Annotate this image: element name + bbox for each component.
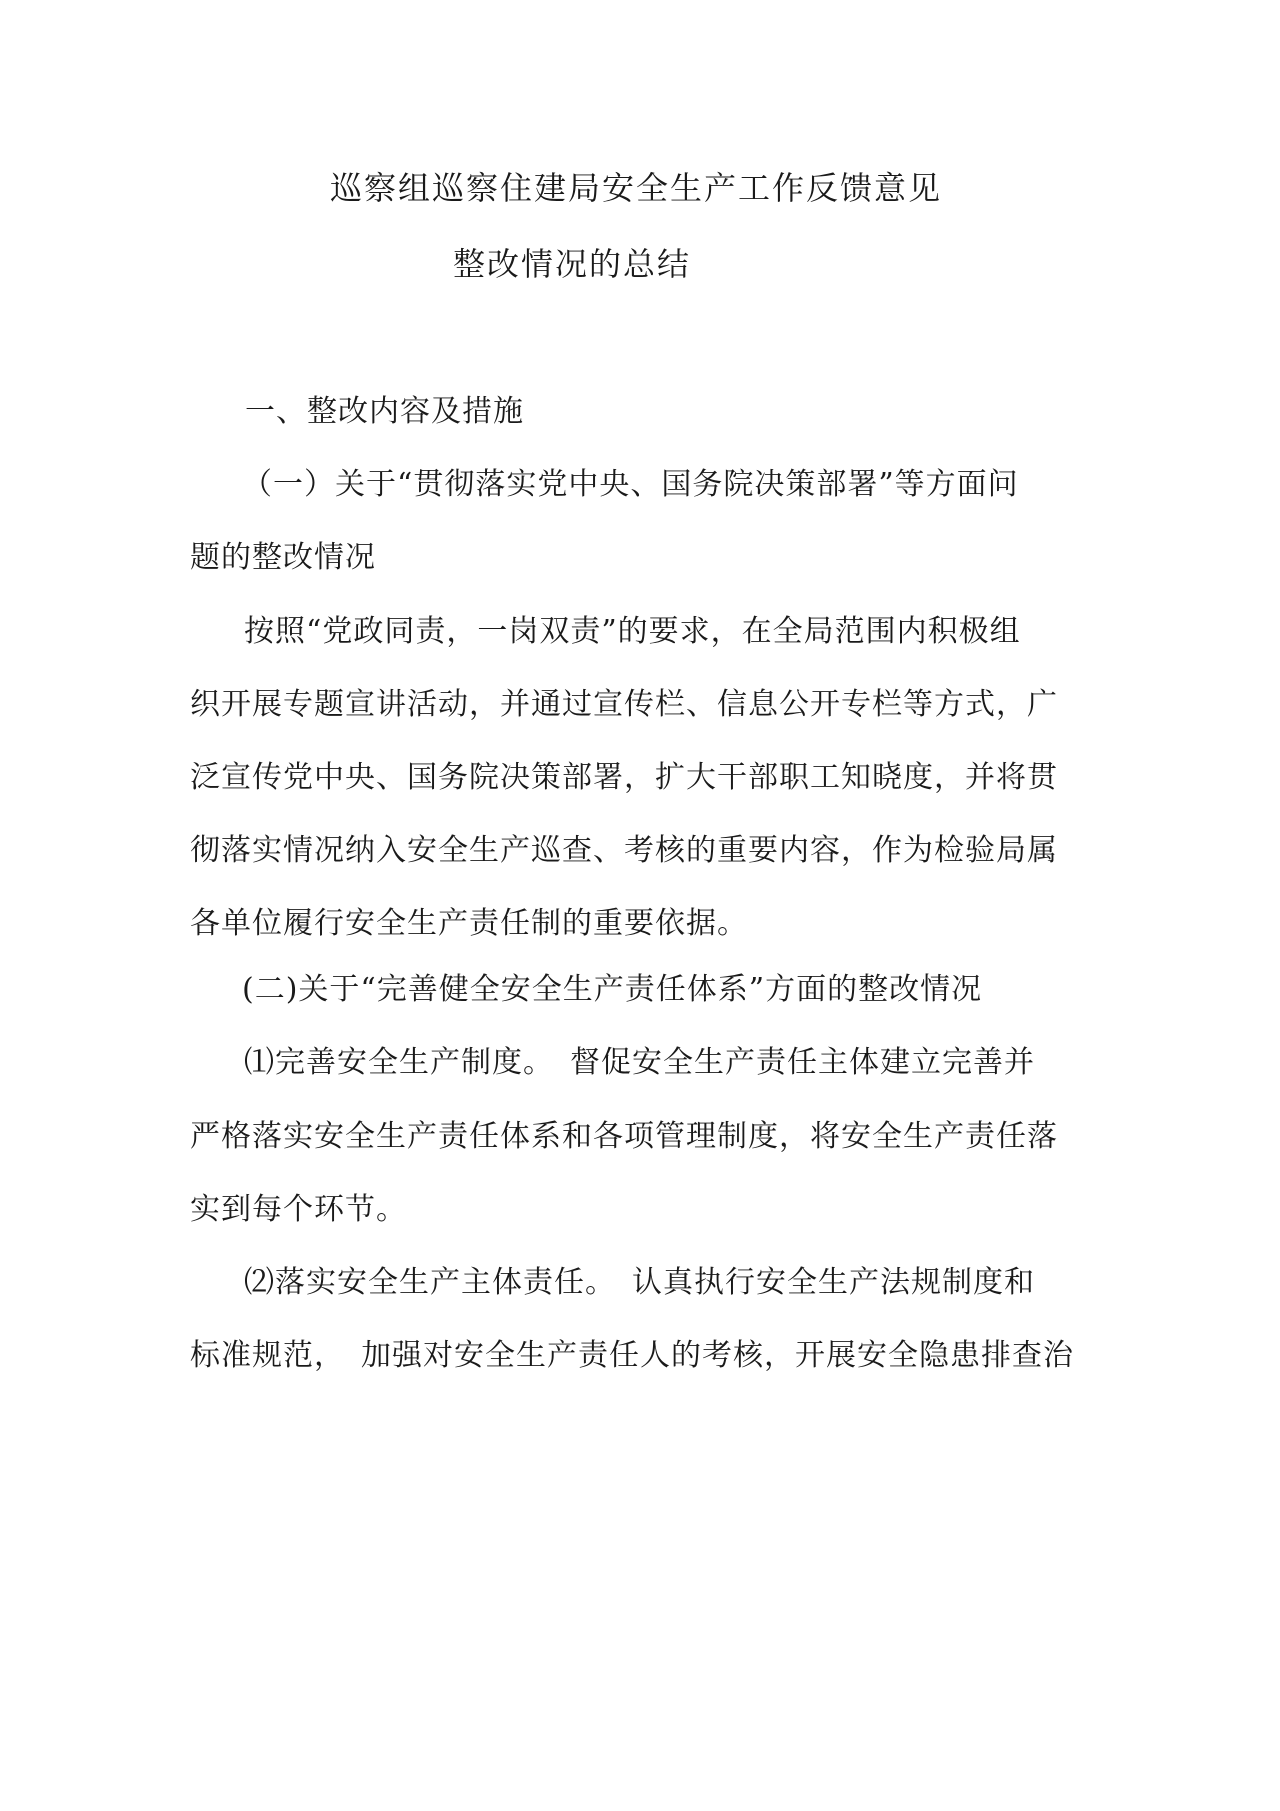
item-1-line-2: 严格落实安全生产责任体系和各项管理制度，将安全生产责任落 <box>190 1119 1058 1154</box>
paragraph-1-line-1: 按照“党政同责，一岗双责”的要求，在全局范围内积极组 <box>244 614 1021 649</box>
paragraph-1-line-3: 泛宣传党中央、国务院决策部署，扩大干部职工知晓度，并将贯 <box>190 760 1058 795</box>
item-2-line-1: ⑵落实安全生产主体责任。 认真执行安全生产法规制度和 <box>244 1265 1035 1300</box>
item-1-line-3: 实到每个环节。 <box>190 1192 407 1227</box>
document-title-line-1: 巡察组巡察住建局安全生产工作反馈意见 <box>330 169 943 207</box>
paragraph-1-line-4: 彻落实情况纳入安全生产巡查、考核的重要内容，作为检验局属 <box>190 833 1058 868</box>
subsection-1-line-1: （一）关于“贯彻落实党中央、国务院决策部署”等方面问 <box>242 467 1019 502</box>
item-2-line-2: 标准规范， 加强对安全生产责任人的考核，开展安全隐患排查治 <box>190 1338 1074 1373</box>
subsection-2-heading: (二)关于“完善健全安全生产责任体系”方面的整改情况 <box>242 972 983 1007</box>
subsection-1-line-2: 题的整改情况 <box>190 540 376 575</box>
document-title-line-2: 整改情况的总结 <box>453 245 692 283</box>
item-1-line-1: ⑴完善安全生产制度。 督促安全生产责任主体建立完善并 <box>244 1045 1035 1080</box>
paragraph-1-line-2: 织开展专题宣讲活动，并通过宣传栏、信息公开专栏等方式，广 <box>190 687 1058 722</box>
section-heading-1: 一、整改内容及措施 <box>245 394 524 429</box>
paragraph-1-line-5: 各单位履行安全生产责任制的重要依据。 <box>190 906 748 941</box>
